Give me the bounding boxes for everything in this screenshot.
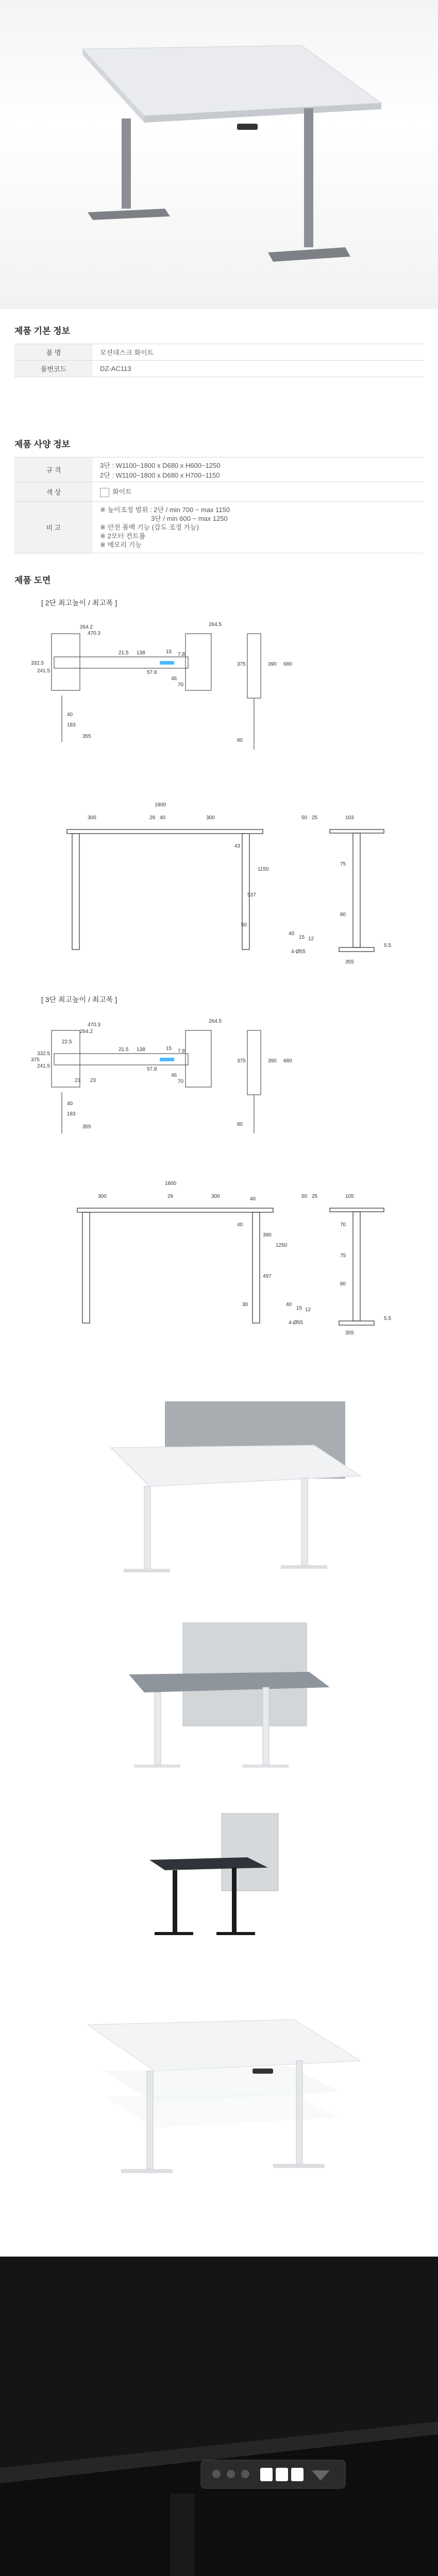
dim-label: 7.8	[178, 652, 185, 657]
dim-label: 15	[166, 649, 172, 655]
dim-label: 390	[263, 1232, 272, 1238]
dim-label: 4-Ø55	[289, 1320, 303, 1326]
dim-label: 40	[160, 815, 166, 821]
photo-white-desk-height	[0, 1984, 438, 2200]
dim-label: 300	[98, 1194, 107, 1199]
table-row	[14, 482, 424, 502]
note-line: ※ 안전 폴백 기능 (감도 조정 가능)	[100, 523, 199, 531]
dim-label: 80	[237, 1122, 243, 1127]
product-name-key: 품 명	[14, 344, 93, 361]
table-row	[14, 502, 424, 553]
dim-label: 25	[312, 815, 318, 821]
dim-label: 50	[301, 1194, 308, 1199]
dim-label: 332.5	[37, 1051, 50, 1057]
dim-label: 355	[345, 1330, 354, 1336]
size-line: 2단 : W1100~1800 x D680 x H700~1150	[100, 471, 220, 479]
size-line: 3단 : W1100~1800 x D680 x H600~1250	[100, 461, 221, 469]
dim-label: 138	[137, 650, 145, 656]
drawing-3stage-front	[67, 1175, 417, 1345]
drawing-2stage-front	[57, 793, 407, 969]
dim-label: 390	[268, 662, 277, 667]
table-row	[14, 457, 424, 482]
color-swatch	[100, 488, 109, 497]
color-key: 색 상	[14, 482, 93, 502]
photo-white-desk-with-screen	[0, 1386, 438, 1592]
table-row	[14, 344, 424, 361]
dim-label: 15	[296, 1306, 302, 1311]
dim-label: 50	[301, 815, 308, 821]
dim-label: 355	[82, 1124, 91, 1130]
dim-label: 23	[90, 1078, 96, 1083]
spec-info-table	[14, 457, 424, 553]
dim-label: 21.5	[119, 650, 129, 656]
dim-label: 23	[75, 1078, 81, 1083]
size-key: 규 격	[14, 457, 93, 482]
dim-label: 1800	[155, 802, 166, 808]
dim-label: 70	[178, 682, 184, 688]
dim-label: 75	[340, 861, 346, 867]
dim-label: 80	[340, 1281, 346, 1287]
dim-label: 15	[166, 1046, 172, 1052]
drawing-2stage-top	[31, 608, 319, 778]
dim-label: 57.8	[147, 1066, 157, 1072]
dim-label: 390	[268, 1058, 277, 1064]
drawing-3stage-subtitle: [ 3단 최고높이 / 최고폭 ]	[41, 995, 117, 1004]
dim-label: 5.5	[384, 943, 391, 948]
note-line: ※ 메모리 기능	[100, 541, 142, 549]
dim-label: 264.5	[209, 622, 222, 628]
dim-label: 537	[247, 892, 256, 898]
dim-label: 138	[137, 1047, 145, 1053]
dim-label: 40	[67, 712, 73, 718]
dim-label: 375	[31, 1057, 40, 1063]
note-value	[93, 502, 424, 553]
dim-label: 80	[340, 912, 346, 918]
dim-label: 264.2	[80, 1029, 93, 1035]
photo-black-desk	[0, 1793, 438, 1963]
product-code-key: 품번코드	[14, 361, 93, 377]
dim-label: 241.5	[37, 1063, 50, 1069]
dim-label: 40	[67, 1101, 73, 1107]
dim-label: 300	[88, 815, 96, 821]
dim-label: 46	[171, 1073, 177, 1078]
note-line: ※ 높이조정 범위 : 2단 / min 700 ~ max 1150	[100, 506, 230, 514]
dim-label: 80	[237, 738, 243, 743]
product-name-value: 모션데스크 화이트	[93, 344, 424, 361]
dim-label: 375	[237, 662, 246, 667]
color-label: 화이트	[112, 488, 132, 496]
dim-label: 15	[299, 935, 305, 940]
dim-label: 29	[167, 1194, 174, 1199]
dim-label: 43	[234, 843, 241, 849]
dim-label: 470.3	[88, 1022, 101, 1028]
hero-desk-photo	[0, 0, 438, 309]
dim-label: 57.8	[147, 670, 157, 675]
product-code-value: DZ-AC113	[93, 361, 424, 377]
note-key: 비 고	[14, 502, 93, 553]
spec-info-title: 제품 사양 정보	[14, 439, 70, 449]
dim-label: 29	[149, 815, 156, 821]
table-row	[14, 361, 424, 377]
dim-label: 497	[263, 1274, 272, 1279]
dim-label: 300	[206, 815, 215, 821]
dim-label: 75	[340, 1253, 346, 1259]
dim-label: 375	[237, 1058, 246, 1064]
dim-label: 70	[340, 1222, 346, 1228]
dim-label: 46	[171, 676, 177, 682]
size-value	[93, 457, 424, 482]
dim-label: 12	[305, 1307, 311, 1313]
basic-info-table	[14, 344, 424, 377]
photo-desk-side-screen	[0, 1607, 438, 1777]
dim-label: 1250	[276, 1243, 288, 1248]
dim-label: 40	[286, 1302, 292, 1308]
dim-label: 183	[67, 1111, 76, 1117]
dim-label: 50	[241, 922, 247, 928]
dim-label: 300	[211, 1194, 220, 1199]
dim-label: 264.2	[80, 624, 93, 630]
dim-label: 40	[289, 931, 295, 937]
note-line: ※ 2모터 컨트롤	[100, 532, 146, 540]
dim-label: 7.8	[178, 1048, 185, 1054]
dim-label: 355	[82, 734, 91, 739]
dim-label: 40	[237, 1222, 243, 1228]
dim-label: 241.5	[37, 668, 50, 674]
drawing-2stage-subtitle: [ 2단 최고높이 / 최고폭 ]	[41, 599, 117, 607]
dim-label: 355	[345, 959, 354, 965]
dim-label: 470.3	[88, 631, 101, 636]
dim-label: 105	[345, 1194, 354, 1199]
dim-label: 5.5	[384, 1316, 391, 1321]
dim-label: 103	[345, 815, 354, 821]
dim-label: 30	[242, 1302, 248, 1308]
dim-label: 183	[67, 722, 76, 728]
note-line: 3단 / min 600 ~ max 1250	[151, 515, 228, 522]
dim-label: 70	[178, 1079, 184, 1084]
dim-label: 12	[308, 936, 314, 942]
dim-label: 1150	[258, 867, 269, 872]
drawing-title: 제품 도면	[14, 575, 51, 585]
dim-label: 332.5	[31, 660, 44, 666]
basic-info-title: 제품 기본 정보	[14, 326, 70, 336]
dim-label: 40	[250, 1196, 256, 1202]
dim-label: 680	[283, 1058, 292, 1064]
dim-label: 1800	[165, 1181, 177, 1187]
dim-label: 22.5	[62, 1039, 72, 1045]
photo-controller-closeup	[0, 2257, 438, 2576]
drawing-3stage-top	[31, 1005, 319, 1164]
color-value	[93, 482, 424, 502]
dim-label: 25	[312, 1194, 318, 1199]
dim-label: 21.5	[119, 1047, 129, 1053]
dim-label: 4-Ø55	[291, 949, 306, 955]
dim-label: 264.5	[209, 1019, 222, 1024]
dim-label: 680	[283, 662, 292, 667]
